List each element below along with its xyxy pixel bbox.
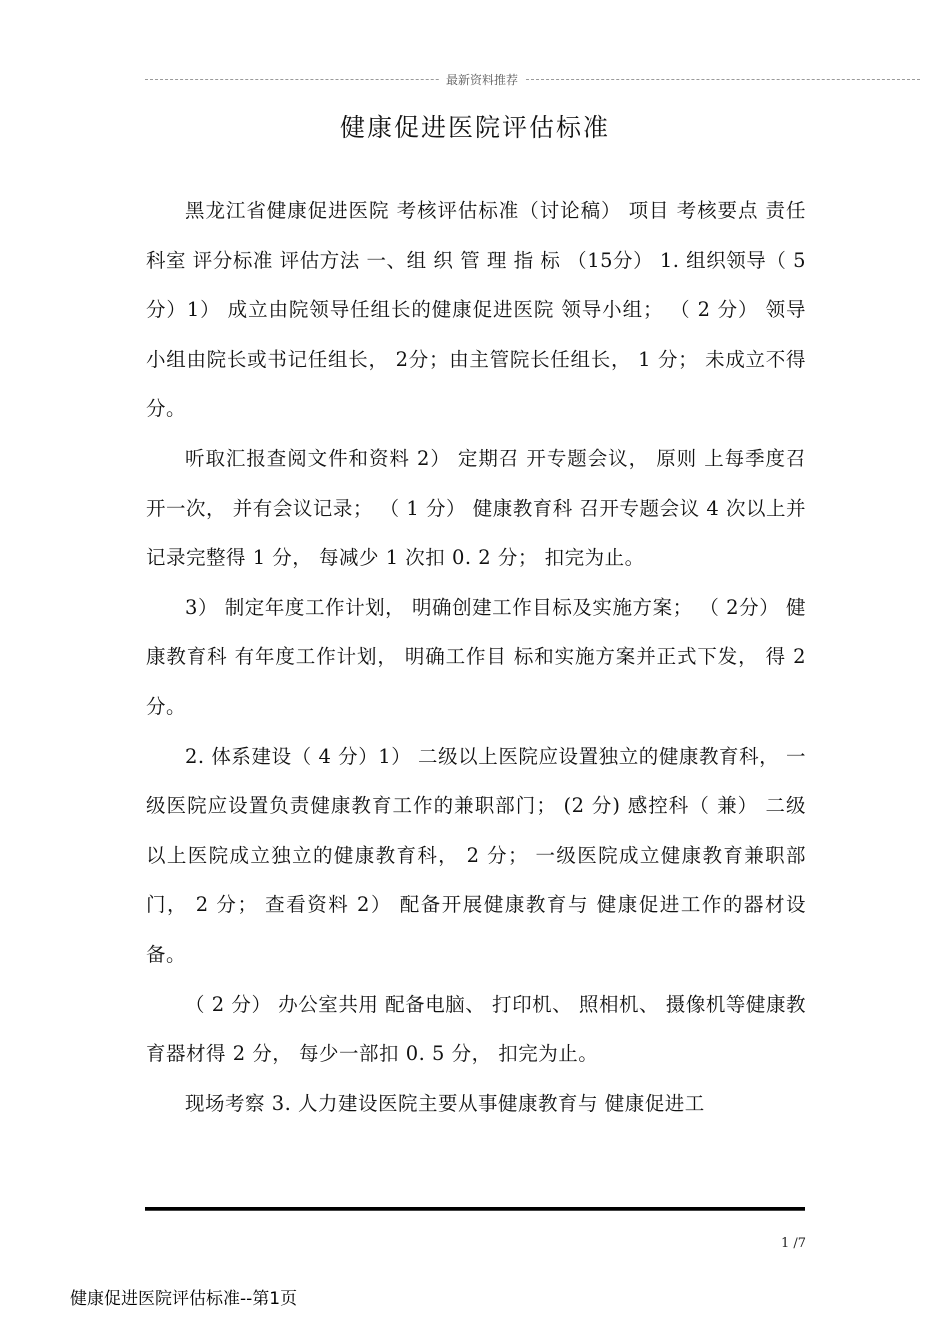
paragraph: 黑龙江省健康促进医院 考核评估标准（讨论稿） 项目 考核要点 责任科室 评分标准 评估方法 一、组 织 管 理 指 标 （15分） 1. 组织领导（ 5 分）1） 成立由院领导任组长的健康促进医院 领导小组； （ 2 分） 领导小组由院长或书记任组长， 2分；由主管院长任组长， 1 分； 未成立不得分。 [146,199,806,421]
page-label: 健康促进医院评估标准--第1页 [70,1289,298,1309]
document-title: 健康促进医院评估标准 [339,113,610,142]
header-dashed-line [145,79,920,80]
document-body [146,186,806,1128]
paragraph: 听取汇报查阅文件和资料 2） 定期召 开专题会议， 原则 上每季度召开一次， 并有会议记录； （ 1 分） 健康教育科 召开专题会议 4 次以上并记录完整得 1 分， 每减少 1 次扣 0. 2 分； 扣完为止。 [146,446,806,570]
paragraph: 3） 制定年度工作计划， 明确创建工作目标及实施方案； （ 2分） 健康教育科 有年度工作计划， 明确工作目 标和实施方案并正式下发， 得 2 分。 [146,595,806,718]
paragraph: 现场考察 3. 人力建设医院主要从事健康教育与 健康促进工 [185,1091,705,1115]
paragraph: （ 2 分） 办公室共用 配备电脑、 打印机、 照相机、 摄像机等健康教育器材得 2 分， 每少一部扣 0. 5 分， 扣完为止。 [146,992,806,1066]
page-number: 1 /7 [780,1236,806,1251]
footer-rule [145,1207,805,1210]
paragraph: 2. 体系建设（ 4 分）1） 二级以上医院应设置独立的健康教育科， 一级医院应设置负责健康教育工作的兼职部门； (2 分) 感控科（ 兼） 二级以上医院成立独立的健康教育科， 2 分； 一级医院成立健康教育兼职部门， 2 分； 查看资料 2） 配备开展健康教育与 健康促进工作的器材设备。 [146,744,806,966]
header-label: 最新资料推荐 [440,71,524,88]
